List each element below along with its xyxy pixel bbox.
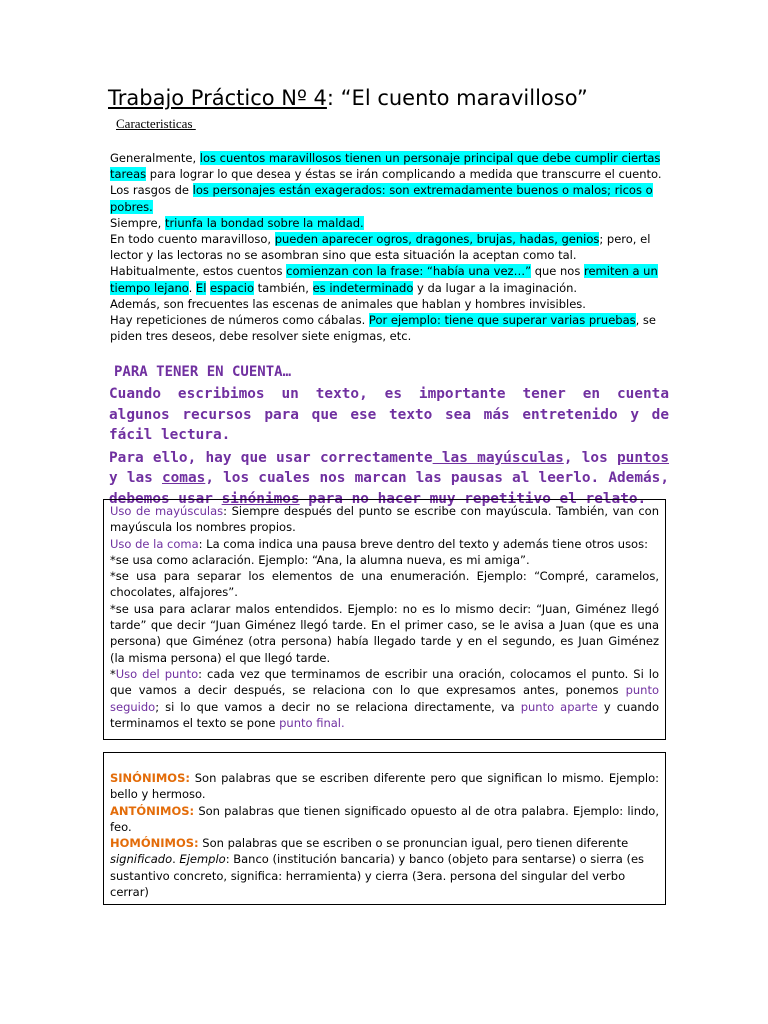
text: ; si lo que vamos a decir no se relaciona directamente, va — [155, 699, 521, 714]
paragraph-2 — [110, 182, 662, 214]
punto-rule — [110, 666, 659, 731]
term-label: ANTÓNIMOS: — [110, 803, 195, 818]
text: , los cuales nos marcan las pausas al leerlo. Además, debemos usar — [109, 470, 669, 507]
text: : Banco (institución bancaria) y banco (objeto para sentarse) o sierra (es sustantivo concreto, significa: herramienta) y cierra (3era. persona del singular del verbo cerrar) — [110, 852, 645, 900]
text: que nos — [531, 264, 584, 279]
text: En todo cuento maravilloso, — [110, 232, 275, 247]
term-label: HOMÓNIMOS: — [110, 836, 199, 851]
term: punto final. — [279, 715, 345, 730]
rule-label: Uso del punto — [115, 666, 199, 681]
text: y las — [109, 470, 162, 486]
term: punto seguido — [110, 683, 659, 714]
rule-label: Uso de la coma — [110, 536, 199, 551]
underlined-term: las mayúsculas — [432, 449, 564, 466]
text: también, — [254, 280, 313, 295]
coma-rule — [110, 536, 659, 552]
rule-label: Uso de mayúsculas — [110, 504, 224, 518]
text: . — [172, 852, 180, 867]
antonimos-definition — [110, 803, 659, 836]
text: Para ello, hay que usar correctamente — [109, 449, 433, 466]
word-types-box — [103, 752, 666, 905]
text: Son palabras que se escriben diferente pero que significan lo mismo. Ejemplo: bello y hermoso. — [110, 771, 659, 802]
title-rest: : “El cuento maravilloso” — [326, 86, 588, 110]
highlight: Por ejemplo: tiene que superar varias pruebas — [368, 313, 636, 328]
highlight: comienzan con la frase: “había una vez…” — [286, 264, 532, 279]
text: y da lugar a la imaginación. — [413, 280, 578, 295]
highlight: remiten a un tiempo lejano — [110, 264, 658, 295]
paragraph-4 — [110, 231, 662, 263]
text: Son palabras que se escriben o se pronuncian igual, pero tienen diferente — [198, 836, 629, 851]
tip-paragraph-1: Cuando escribimos un texto, es importante tener en cuenta algunos recursos para que ese texto sea más entretenido y de fácil lectura. — [109, 386, 669, 443]
title-main: Trabajo Práctico Nº 4 — [108, 86, 327, 110]
text: Son palabras que tienen significado opuesto al de otra palabra. Ejemplo: lindo, feo. — [110, 803, 659, 834]
text: : Siempre después del punto se escribe con mayúscula. También, van con mayúscula los nombres propios. — [110, 504, 660, 535]
sinonimos-definition — [110, 770, 659, 803]
highlight: triunfa la bondad sobre la maldad. — [164, 215, 364, 230]
highlight: El — [195, 280, 207, 295]
underlined-term: sinónimos — [221, 490, 300, 507]
paragraph-3 — [110, 215, 662, 231]
text: Hay repeticiones de números como cábalas. — [110, 313, 369, 328]
underlined-term: comas — [161, 470, 206, 486]
text: para no hacer muy repetitivo el relato. — [299, 490, 647, 507]
term-label: SINÓNIMOS: — [110, 771, 190, 785]
characteristics-text — [110, 150, 662, 344]
underlined-term: puntos — [617, 449, 669, 466]
paragraph-5 — [110, 263, 662, 295]
italic-text: significado — [110, 852, 173, 867]
coma-use-3: *se usa para aclarar malos entendidos. Ejemplo: no es lo mismo decir: “Juan, Giménez llegó tarde” que decir “Juan Giménez llegó tarde. En el primer caso, se le avisa a Juan (que es una persona) que Giménez (otra persona) había llegado tarde y en el segundo, es Juan Giménez (la misma persona) el que llegó tarde. — [110, 601, 659, 665]
text: * — [110, 666, 116, 681]
highlight: los cuentos maravillosos tienen un personaje principal que debe cumplir ciertas tareas — [110, 151, 661, 182]
highlight: es indeterminado — [312, 280, 414, 295]
mayusculas-rule — [110, 503, 659, 536]
tip-section — [109, 362, 669, 509]
text: Siempre, — [110, 215, 165, 230]
highlight: pueden aparecer ogros, dragones, brujas, hadas, genios — [274, 232, 600, 247]
usage-rules-box — [103, 499, 666, 740]
text: : La coma indica una pausa breve dentro del texto y además tiene otros usos: — [198, 536, 648, 551]
tip-heading: PARA TENER EN CUENTA… — [114, 364, 292, 380]
text: , se piden tres deseos, debe resolver siete enigmas, etc. — [110, 313, 656, 344]
highlight: espacio — [210, 280, 255, 295]
text: Los rasgos de — [110, 183, 193, 198]
paragraph-7 — [110, 312, 662, 344]
homonimos-definition — [110, 835, 659, 900]
text: Habitualmente, estos cuentos — [110, 264, 287, 279]
text: , los — [563, 449, 618, 466]
text: Generalmente, — [110, 151, 200, 165]
subtitle: Caracteristicas — [116, 116, 196, 131]
term: punto aparte — [520, 699, 598, 714]
text: ; pero, el lector y las lectoras no se asombran sino que esta situación la aceptan como tal. — [110, 232, 651, 263]
coma-use-1: *se usa como aclaración. Ejemplo: “Ana, la alumna nueva, es mi amiga”. — [110, 552, 530, 567]
paragraph-6: Además, son frecuentes las escenas de animales que hablan y hombres invisibles. — [110, 296, 586, 311]
highlight: los personajes están exagerados: son extremadamente buenos o malos; ricos o pobres. — [110, 183, 653, 214]
coma-use-2: *se usa para separar los elementos de una enumeración. Ejemplo: “Compré, caramelos, chocolates, alfajores”. — [110, 569, 659, 600]
text: . — [188, 280, 196, 295]
text: para lograr lo que desea y éstas se irán complicando a medida que transcurre el cuento. — [146, 167, 662, 182]
text: : cada vez que terminamos de escribir una oración, colocamos el punto. Si lo que vamos a decir después, se relaciona con lo que expresamos antes, ponemos — [110, 666, 660, 698]
page-title — [108, 84, 708, 112]
text: y cuando terminamos el texto se pone — [110, 699, 659, 730]
paragraph-1 — [110, 150, 662, 182]
italic-text: Ejemplo — [179, 852, 226, 867]
